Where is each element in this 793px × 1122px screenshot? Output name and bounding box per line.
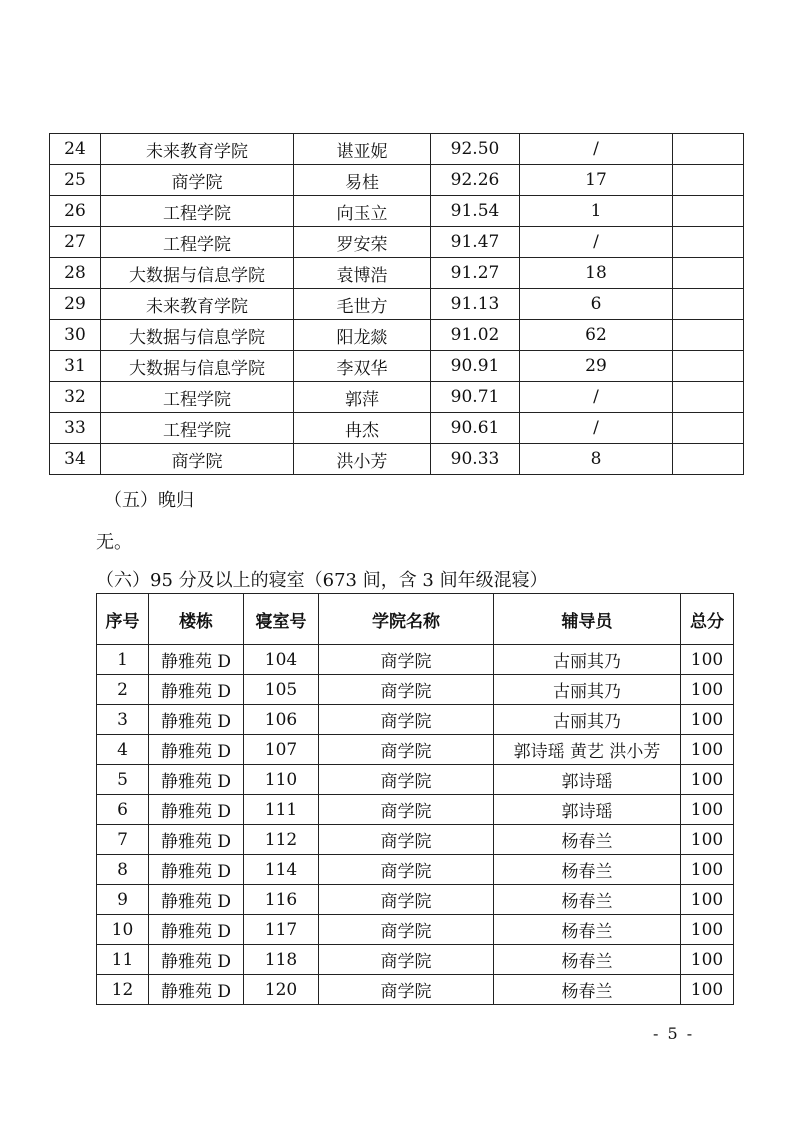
- table-cell: 商学院: [101, 444, 294, 475]
- table-cell: [673, 351, 744, 382]
- table-cell: 商学院: [319, 645, 494, 675]
- table-cell: 117: [244, 915, 319, 945]
- table-cell: 未来教育学院: [101, 134, 294, 165]
- table-cell: 110: [244, 765, 319, 795]
- table-cell: 107: [244, 735, 319, 765]
- table-cell: 静雅苑 D: [149, 675, 244, 705]
- table-cell: 工程学院: [101, 196, 294, 227]
- table-cell: 商学院: [101, 165, 294, 196]
- table-row: [50, 444, 744, 475]
- table-cell: [673, 258, 744, 289]
- table-cell: 24: [50, 134, 101, 165]
- table-cell: /: [520, 382, 673, 413]
- ranking-table: [49, 133, 744, 475]
- table-cell: 李双华: [294, 351, 431, 382]
- table-cell: 8: [520, 444, 673, 475]
- table-cell: 29: [50, 289, 101, 320]
- table-cell: 向玉立: [294, 196, 431, 227]
- table-cell: 91.13: [431, 289, 520, 320]
- table-cell: 17: [520, 165, 673, 196]
- table-cell: 杨春兰: [494, 825, 681, 855]
- table-cell: 古丽其乃: [494, 645, 681, 675]
- table-cell: 商学院: [319, 795, 494, 825]
- table-cell: 104: [244, 645, 319, 675]
- table-cell: 未来教育学院: [101, 289, 294, 320]
- table-cell: 静雅苑 D: [149, 855, 244, 885]
- table-cell: 12: [97, 975, 149, 1005]
- table-cell: 90.71: [431, 382, 520, 413]
- table-row: [97, 735, 734, 765]
- table-cell: 100: [681, 735, 734, 765]
- table-cell: 大数据与信息学院: [101, 320, 294, 351]
- table-cell: 商学院: [319, 675, 494, 705]
- table-cell: 30: [50, 320, 101, 351]
- table-cell: [673, 320, 744, 351]
- table-cell: 静雅苑 D: [149, 645, 244, 675]
- table-cell: 120: [244, 975, 319, 1005]
- table-cell: 4: [97, 735, 149, 765]
- table-cell: 毛世方: [294, 289, 431, 320]
- table-cell: 静雅苑 D: [149, 945, 244, 975]
- table-cell: 商学院: [319, 855, 494, 885]
- table-cell: 100: [681, 765, 734, 795]
- table-row: [97, 945, 734, 975]
- table-cell: 100: [681, 885, 734, 915]
- table-cell: 1: [97, 645, 149, 675]
- table-cell: 静雅苑 D: [149, 885, 244, 915]
- table-cell: 114: [244, 855, 319, 885]
- table-cell: 11: [97, 945, 149, 975]
- table-cell: 郭诗瑶: [494, 765, 681, 795]
- table-cell: 杨春兰: [494, 975, 681, 1005]
- table-row: [50, 134, 744, 165]
- table-cell: 116: [244, 885, 319, 915]
- table-row: [97, 645, 734, 675]
- table-cell: 杨春兰: [494, 885, 681, 915]
- table-cell: 105: [244, 675, 319, 705]
- header-index: 序号: [97, 594, 149, 645]
- table-cell: 杨春兰: [494, 855, 681, 885]
- table-cell: 90.91: [431, 351, 520, 382]
- table-cell: 111: [244, 795, 319, 825]
- table-cell: 商学院: [319, 945, 494, 975]
- dorm-table-body: [97, 645, 734, 1005]
- table-cell: [673, 196, 744, 227]
- dorm-table-header-row: [97, 594, 734, 645]
- table-cell: 29: [520, 351, 673, 382]
- table-row: [97, 915, 734, 945]
- table-cell: 静雅苑 D: [149, 915, 244, 945]
- table-row: [50, 382, 744, 413]
- section-6-heading: （六）95 分及以上的寝室（673 间，含 3 间年级混寝）: [96, 570, 548, 591]
- table-cell: 91.02: [431, 320, 520, 351]
- table-cell: 6: [520, 289, 673, 320]
- table-cell: 古丽其乃: [494, 705, 681, 735]
- table-cell: 工程学院: [101, 227, 294, 258]
- table-cell: /: [520, 413, 673, 444]
- dorm-table: [96, 593, 734, 1005]
- section-5-body: 无。: [96, 532, 132, 553]
- table-cell: 阳龙燚: [294, 320, 431, 351]
- table-cell: 大数据与信息学院: [101, 351, 294, 382]
- table-cell: 商学院: [319, 735, 494, 765]
- table-cell: 工程学院: [101, 382, 294, 413]
- table-row: [50, 196, 744, 227]
- table-row: [50, 289, 744, 320]
- table-cell: 6: [97, 795, 149, 825]
- table-cell: 谌亚妮: [294, 134, 431, 165]
- table-row: [50, 227, 744, 258]
- table-cell: 袁博浩: [294, 258, 431, 289]
- table-cell: 郭诗瑶 黄艺 洪小芳: [494, 735, 681, 765]
- table-cell: 33: [50, 413, 101, 444]
- table-cell: 静雅苑 D: [149, 765, 244, 795]
- table-cell: 静雅苑 D: [149, 975, 244, 1005]
- table-cell: 62: [520, 320, 673, 351]
- table-cell: /: [520, 227, 673, 258]
- table-cell: 商学院: [319, 915, 494, 945]
- table-cell: 1: [520, 196, 673, 227]
- table-cell: [673, 413, 744, 444]
- table-cell: 34: [50, 444, 101, 475]
- section-5-heading: （五）晚归: [104, 490, 194, 511]
- table-cell: 91.47: [431, 227, 520, 258]
- table-cell: 罗安荣: [294, 227, 431, 258]
- table-cell: 郭萍: [294, 382, 431, 413]
- header-room: 寝室号: [244, 594, 319, 645]
- table-cell: 25: [50, 165, 101, 196]
- table-cell: [673, 382, 744, 413]
- table-cell: 洪小芳: [294, 444, 431, 475]
- table-cell: 杨春兰: [494, 945, 681, 975]
- table-cell: 92.26: [431, 165, 520, 196]
- table-cell: 静雅苑 D: [149, 795, 244, 825]
- table-cell: 商学院: [319, 975, 494, 1005]
- table-cell: 静雅苑 D: [149, 735, 244, 765]
- table-cell: 90.33: [431, 444, 520, 475]
- table-cell: 91.27: [431, 258, 520, 289]
- table-cell: 100: [681, 915, 734, 945]
- table-cell: [673, 444, 744, 475]
- header-building: 楼栋: [149, 594, 244, 645]
- table-cell: [673, 165, 744, 196]
- table-cell: 27: [50, 227, 101, 258]
- table-cell: 8: [97, 855, 149, 885]
- header-college: 学院名称: [319, 594, 494, 645]
- table-cell: 2: [97, 675, 149, 705]
- table-cell: 7: [97, 825, 149, 855]
- table-cell: 28: [50, 258, 101, 289]
- table-cell: 100: [681, 975, 734, 1005]
- table-cell: 杨春兰: [494, 915, 681, 945]
- table-cell: 3: [97, 705, 149, 735]
- table-cell: 100: [681, 825, 734, 855]
- ranking-table-body: [50, 134, 744, 475]
- table-row: [97, 855, 734, 885]
- table-row: [97, 705, 734, 735]
- table-cell: 商学院: [319, 885, 494, 915]
- header-counselor: 辅导员: [494, 594, 681, 645]
- table-cell: [673, 227, 744, 258]
- table-cell: 18: [520, 258, 673, 289]
- table-row: [97, 885, 734, 915]
- table-row: [97, 765, 734, 795]
- table-cell: 工程学院: [101, 413, 294, 444]
- table-row: [97, 825, 734, 855]
- page-number: - 5 -: [653, 1024, 695, 1043]
- table-cell: 古丽其乃: [494, 675, 681, 705]
- table-row: [50, 413, 744, 444]
- table-cell: 32: [50, 382, 101, 413]
- table-cell: [673, 134, 744, 165]
- table-cell: 106: [244, 705, 319, 735]
- table-row: [50, 320, 744, 351]
- table-cell: /: [520, 134, 673, 165]
- table-row: [97, 975, 734, 1005]
- table-cell: 100: [681, 675, 734, 705]
- table-cell: 5: [97, 765, 149, 795]
- table-cell: 静雅苑 D: [149, 825, 244, 855]
- table-cell: 100: [681, 855, 734, 885]
- table-cell: 静雅苑 D: [149, 705, 244, 735]
- table-cell: 商学院: [319, 825, 494, 855]
- table-cell: 100: [681, 945, 734, 975]
- table-cell: 易桂: [294, 165, 431, 196]
- table-row: [97, 675, 734, 705]
- table-cell: 9: [97, 885, 149, 915]
- table-row: [50, 258, 744, 289]
- table-cell: 112: [244, 825, 319, 855]
- table-cell: 31: [50, 351, 101, 382]
- table-cell: 91.54: [431, 196, 520, 227]
- table-cell: 100: [681, 795, 734, 825]
- table-row: [97, 795, 734, 825]
- header-score: 总分: [681, 594, 734, 645]
- table-cell: 郭诗瑶: [494, 795, 681, 825]
- table-cell: 92.50: [431, 134, 520, 165]
- table-cell: 90.61: [431, 413, 520, 444]
- table-cell: 大数据与信息学院: [101, 258, 294, 289]
- table-cell: 商学院: [319, 705, 494, 735]
- table-cell: 商学院: [319, 765, 494, 795]
- table-cell: 100: [681, 645, 734, 675]
- table-cell: 100: [681, 705, 734, 735]
- table-cell: 26: [50, 196, 101, 227]
- table-cell: 118: [244, 945, 319, 975]
- table-row: [50, 165, 744, 196]
- table-cell: 10: [97, 915, 149, 945]
- table-cell: [673, 289, 744, 320]
- table-cell: 冉杰: [294, 413, 431, 444]
- table-row: [50, 351, 744, 382]
